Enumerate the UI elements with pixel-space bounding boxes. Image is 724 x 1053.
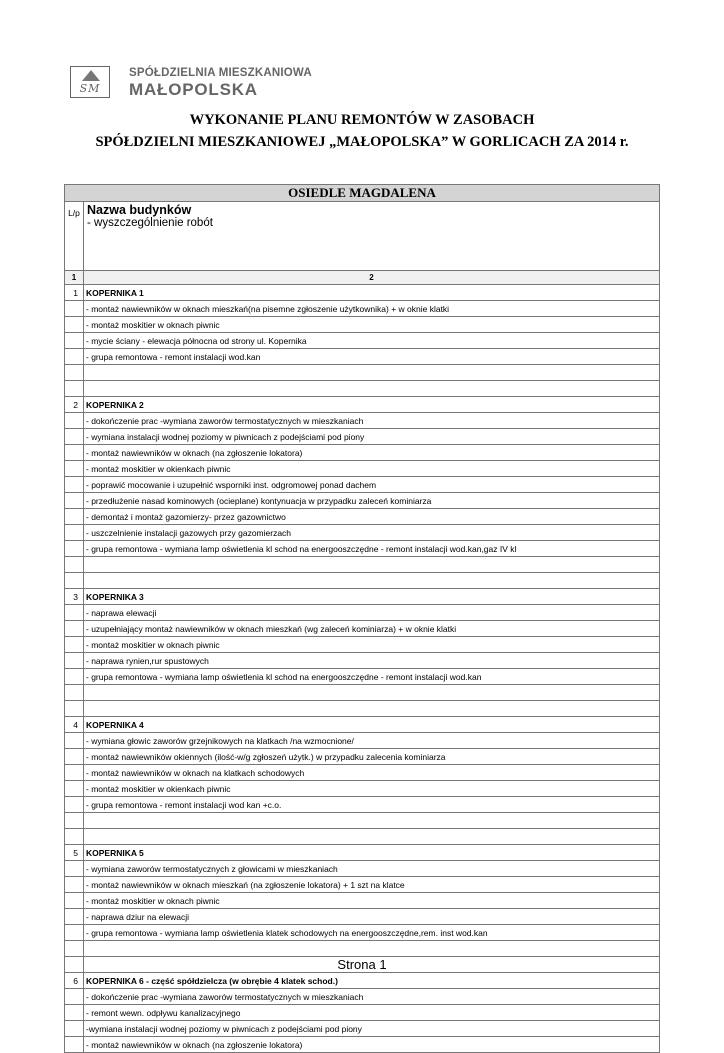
- spacer-cell: [65, 381, 84, 397]
- work-item: - remont wewn. odpływu kanalizacyjnego: [84, 1005, 660, 1021]
- col-number-1: 1: [65, 271, 84, 285]
- document-title-line2: SPÓŁDZIELNI MIESZKANIOWEJ „MAŁOPOLSKA” W GORLICACH ZA 2014 r.: [95, 134, 629, 150]
- work-item-row: [65, 765, 660, 781]
- work-item-row: [65, 749, 660, 765]
- work-item-lp: [65, 1021, 84, 1037]
- building-name: KOPERNIKA 4: [84, 717, 660, 733]
- work-item-row: [65, 909, 660, 925]
- work-item-lp: [65, 493, 84, 509]
- work-item-lp: [65, 781, 84, 797]
- spacer-row: [65, 829, 660, 845]
- col-name-title: Nazwa budynków: [87, 203, 192, 217]
- work-item: - montaż nawiewników w oknach (na zgłoszenie lokatora): [84, 445, 660, 461]
- work-item-lp: [65, 605, 84, 621]
- work-item-row: [65, 413, 660, 429]
- work-item-lp: [65, 765, 84, 781]
- work-item: - grupa remontowa - wymiana lamp oświetlenia kl schod na energooszczędne - remont instalacji wod.kan,gaz IV kl: [84, 541, 660, 557]
- work-item-lp: [65, 445, 84, 461]
- work-item-lp: [65, 621, 84, 637]
- work-item: - uzupełniający montaż nawiewników w oknach mieszkań (wg zaleceń kominiarza) + w oknie klatki: [84, 621, 660, 637]
- spacer-cell: [65, 941, 84, 957]
- work-item-row: [65, 637, 660, 653]
- spacer-row: [65, 573, 660, 589]
- spacer-cell: [65, 813, 84, 829]
- work-item: - montaż moskitier w okienkach piwnic: [84, 461, 660, 477]
- work-item-lp: [65, 653, 84, 669]
- work-item-lp: [65, 413, 84, 429]
- work-item-row: [65, 477, 660, 493]
- work-item-lp: [65, 1037, 84, 1053]
- house-icon: [82, 70, 100, 81]
- work-item-row: [65, 925, 660, 941]
- work-item-lp: [65, 509, 84, 525]
- work-item-row: [65, 733, 660, 749]
- work-item-lp: [65, 317, 84, 333]
- work-item-lp: [65, 637, 84, 653]
- work-item: - naprawa dziur na elewacji: [84, 909, 660, 925]
- work-item-row: [65, 893, 660, 909]
- building-row: [65, 589, 660, 605]
- work-item-lp: [65, 733, 84, 749]
- work-item: - uszczelnienie instalacji gazowych przy gazomierzach: [84, 525, 660, 541]
- work-item: - grupa remontowa - remont instalacji wod kan +c.o.: [84, 797, 660, 813]
- building-lp: 5: [65, 845, 84, 861]
- work-item: - montaż nawiewników w oknach mieszkań(na pisemne zgłoszenie użytkownika) + w oknie klatki: [84, 301, 660, 317]
- work-item-row: [65, 509, 660, 525]
- work-item-row: [65, 653, 660, 669]
- work-item-row: [65, 861, 660, 877]
- spacer-row: [65, 557, 660, 573]
- work-item-lp: [65, 877, 84, 893]
- spacer-cell: [84, 381, 660, 397]
- work-item: - dokończenie prac -wymiana zaworów termostatycznych w mieszkaniach: [84, 413, 660, 429]
- work-item-row: [65, 333, 660, 349]
- spacer-cell: [84, 685, 660, 701]
- work-item: - wymiana zaworów termostatycznych z głowicami w mieszkaniach: [84, 861, 660, 877]
- column-number-row: [65, 271, 660, 285]
- building-lp: 1: [65, 285, 84, 301]
- work-item-lp: [65, 925, 84, 941]
- work-item: - demontaż i montaż gazomierzy- przez gazownictwo: [84, 509, 660, 525]
- work-item-lp: [65, 893, 84, 909]
- logo: [70, 66, 330, 100]
- spacer-row: [65, 381, 660, 397]
- work-item-row: [65, 989, 660, 1005]
- work-item-row: [65, 669, 660, 685]
- spacer-cell: [65, 573, 84, 589]
- work-item-lp: [65, 429, 84, 445]
- building-lp: 6: [65, 973, 84, 989]
- work-item: - naprawa elewacji: [84, 605, 660, 621]
- work-item-row: [65, 461, 660, 477]
- spacer-cell: [84, 813, 660, 829]
- logo-mark-text: SM: [79, 82, 101, 95]
- work-item: - wymiana głowic zaworów grzejnikowych na klatkach /na wzmocnione/: [84, 733, 660, 749]
- work-item-lp: [65, 989, 84, 1005]
- work-item-lp: [65, 861, 84, 877]
- work-item-lp: [65, 541, 84, 557]
- spacer-row: [65, 685, 660, 701]
- col-name-subtitle: - wyszczególnienie robót: [87, 217, 213, 229]
- logo-mark: [70, 66, 110, 98]
- work-item: - montaż moskitier w oknach piwnic: [84, 637, 660, 653]
- work-item-row: [65, 621, 660, 637]
- building-row: [65, 397, 660, 413]
- osiedle-name: OSIEDLE MAGDALENA: [65, 185, 660, 202]
- spacer-cell: [65, 685, 84, 701]
- work-item-lp: [65, 301, 84, 317]
- spacer-cell: [84, 701, 660, 717]
- spacer-row: [65, 813, 660, 829]
- work-item-row: [65, 877, 660, 893]
- building-lp: 3: [65, 589, 84, 605]
- col-name-header: [84, 202, 660, 271]
- building-row: [65, 845, 660, 861]
- logo-line2: MAŁOPOLSKA: [129, 80, 258, 99]
- work-item-row: [65, 605, 660, 621]
- work-item-lp: [65, 333, 84, 349]
- building-name: KOPERNIKA 5: [84, 845, 660, 861]
- work-item: - montaż nawiewników w oknach (na zgłoszenie lokatora): [84, 1037, 660, 1053]
- work-item-row: [65, 797, 660, 813]
- work-item-row: [65, 429, 660, 445]
- work-item: - montaż nawiewników w oknach na klatkach schodowych: [84, 765, 660, 781]
- spacer-row: [65, 365, 660, 381]
- work-item: -wymiana instalacji wodnej poziomy w piwnicach z podejściami pod piony: [84, 1021, 660, 1037]
- page-number: Strona 1: [337, 957, 387, 972]
- document-title-line1: WYKONANIE PLANU REMONTÓW W ZASOBACH: [189, 112, 535, 128]
- work-item-lp: [65, 525, 84, 541]
- spacer-cell: [84, 829, 660, 845]
- work-item-row: [65, 1037, 660, 1053]
- work-item-lp: [65, 669, 84, 685]
- spacer-row: [65, 941, 660, 957]
- work-item: - grupa remontowa - wymiana lamp oświetlenia klatek schodowych na energooszczędne,rem. inst wod.kan: [84, 925, 660, 941]
- building-row: [65, 285, 660, 301]
- work-item-lp: [65, 1005, 84, 1021]
- col-lp-header: L/p: [65, 202, 84, 271]
- work-item: - mycie ściany - elewacja północna od strony ul. Kopernika: [84, 333, 660, 349]
- col-number-2: 2: [84, 271, 660, 285]
- spacer-cell: [84, 573, 660, 589]
- work-item-row: [65, 1005, 660, 1021]
- work-item: - montaż moskitier w oknach piwnic: [84, 317, 660, 333]
- work-item-row: [65, 525, 660, 541]
- building-row: [65, 717, 660, 733]
- spacer-cell: [65, 557, 84, 573]
- building-lp: 4: [65, 717, 84, 733]
- logo-line1: SPÓŁDZIELNIA MIESZKANIOWA: [129, 67, 312, 79]
- work-item: - grupa remontowa - wymiana lamp oświetlenia kl schod na energooszczędne - remont instalacji wod.kan: [84, 669, 660, 685]
- spacer-row: [65, 701, 660, 717]
- work-item-row: [65, 445, 660, 461]
- work-item-row: [65, 317, 660, 333]
- work-item: - grupa remontowa - remont instalacji wod.kan: [84, 349, 660, 365]
- building-name: KOPERNIKA 6 - część spółdzielcza (w obrębie 4 klatek schod.): [84, 973, 660, 989]
- work-item-lp: [65, 797, 84, 813]
- work-item: - poprawić mocowanie i uzupełnić wsporniki inst. odgromowej ponad dachem: [84, 477, 660, 493]
- building-lp: 2: [65, 397, 84, 413]
- work-item-lp: [65, 349, 84, 365]
- osiedle-header-row: [65, 185, 660, 202]
- building-row: [65, 973, 660, 989]
- spacer-cell: [65, 829, 84, 845]
- work-item-lp: [65, 909, 84, 925]
- work-item-lp: [65, 749, 84, 765]
- work-item: - wymiana instalacji wodnej poziomy w piwnicach z podejściami pod piony: [84, 429, 660, 445]
- work-item-lp: [65, 461, 84, 477]
- spacer-cell: [84, 365, 660, 381]
- work-item: - przedłużenie nasad kominowych (ocieplane) kontynuacja w przypadku zaleceń kominiarza: [84, 493, 660, 509]
- work-item-row: [65, 493, 660, 509]
- work-item-lp: [65, 477, 84, 493]
- building-name: KOPERNIKA 3: [84, 589, 660, 605]
- spacer-cell: [84, 557, 660, 573]
- spacer-cell: [65, 701, 84, 717]
- work-item: - dokończenie prac -wymiana zaworów termostatycznych w mieszkaniach: [84, 989, 660, 1005]
- work-item-row: [65, 781, 660, 797]
- work-item: - montaż nawiewników w oknach mieszkań (na zgłoszenie lokatora) + 1 szt na klatce: [84, 877, 660, 893]
- work-item: - naprawa rynien,rur spustowych: [84, 653, 660, 669]
- work-item-row: [65, 1021, 660, 1037]
- work-item: - montaż moskitier w oknach piwnic: [84, 893, 660, 909]
- renovation-table: [64, 184, 660, 1053]
- work-item-row: [65, 301, 660, 317]
- work-item: - montaż moskitier w okienkach piwnic: [84, 781, 660, 797]
- building-name: KOPERNIKA 1: [84, 285, 660, 301]
- work-item-row: [65, 541, 660, 557]
- column-header-row: [65, 202, 660, 271]
- spacer-cell: [65, 365, 84, 381]
- building-name: KOPERNIKA 2: [84, 397, 660, 413]
- work-item-row: [65, 349, 660, 365]
- work-item: - montaż nawiewników okiennych (ilość-w/g zgłoszeń użytk.) w przypadku zalecenia kominiarza: [84, 749, 660, 765]
- spacer-cell: [84, 941, 660, 957]
